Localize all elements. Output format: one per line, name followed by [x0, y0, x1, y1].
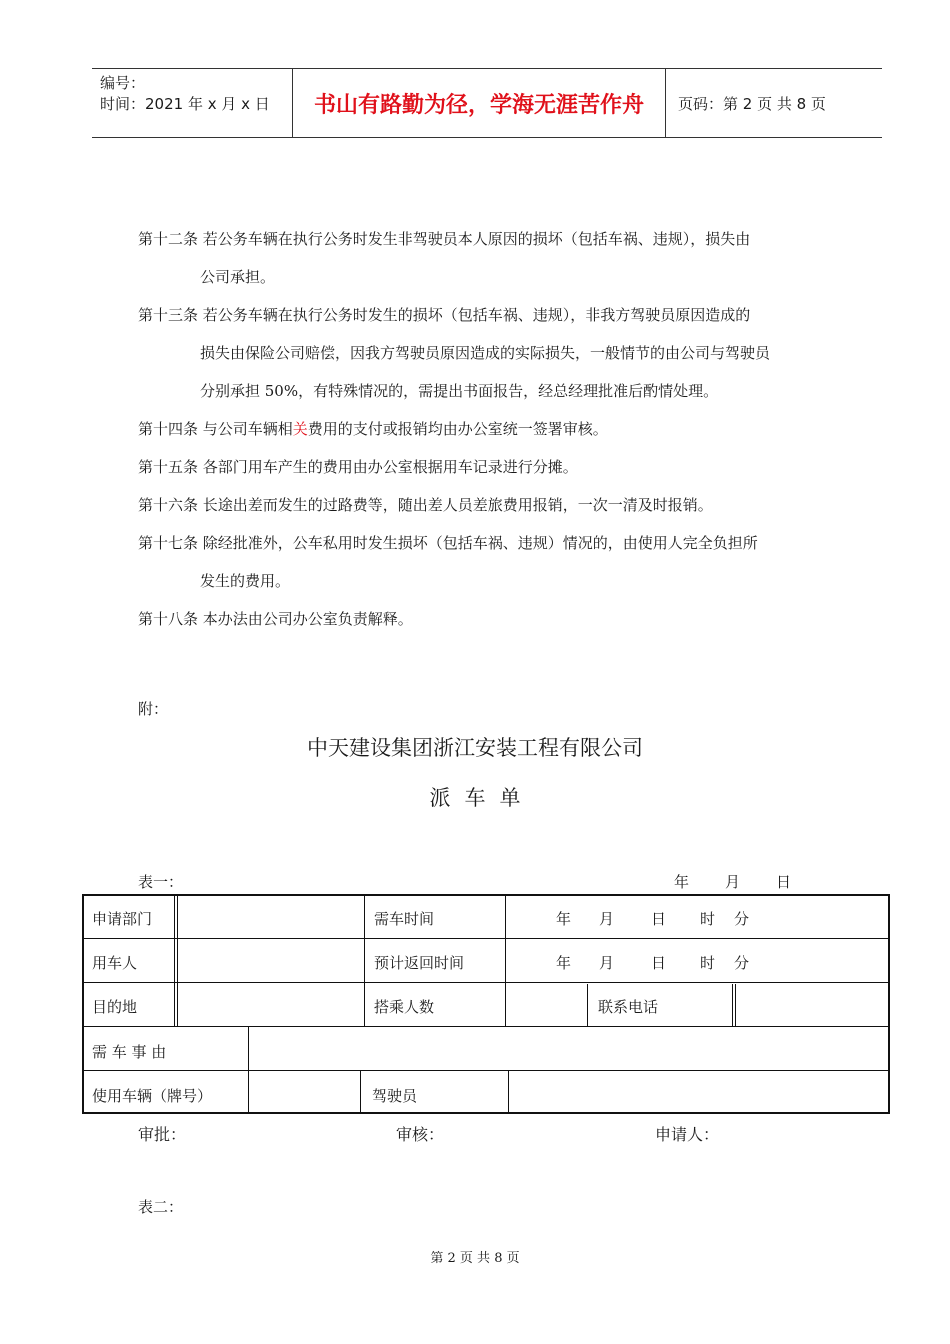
label-phone: 联系电话	[598, 998, 659, 1016]
article-text: 第十八条 本办法由公司办公室负责解释。	[138, 610, 413, 628]
need-time-input[interactable]	[506, 896, 888, 938]
dept-input[interactable]	[178, 896, 364, 938]
date-year: 年	[674, 873, 690, 891]
article-text: 第十四条 与公司车辆相	[138, 420, 293, 438]
header-motto: 书山有路勤为径，学海无涯苦作舟	[292, 69, 666, 137]
sign-applicant: 申请人：	[655, 1125, 720, 1144]
label-dept: 申请部门	[92, 910, 153, 928]
unit-minute: 分	[734, 910, 750, 928]
article-16	[138, 486, 838, 524]
destination-input[interactable]	[178, 983, 364, 1026]
col-divider	[174, 896, 175, 1026]
driver-input[interactable]	[509, 1071, 888, 1114]
unit-day: 日	[651, 954, 667, 972]
article-13	[138, 296, 838, 410]
label-reason: 需 车 事 由	[92, 1043, 167, 1061]
page-header	[92, 68, 882, 138]
col-divider	[364, 896, 365, 1026]
unit-day: 日	[651, 910, 667, 928]
header-meta	[100, 73, 270, 115]
article-text: 第十二条 若公务车辆在执行公务时发生非驾驶员本人原因的损坏（包括车祸、违规），损失由	[138, 230, 751, 248]
dispatch-form-table	[82, 894, 890, 1114]
label-driver: 驾驶员	[372, 1087, 418, 1105]
document-title: 派车单	[429, 786, 535, 810]
label-passengers: 搭乘人数	[374, 998, 435, 1016]
article-cont: 损失由保险公司赔偿，因我方驾驶员原因造成的实际损失，一般情节的由公司与驾驶员	[200, 344, 771, 362]
table1-date	[674, 871, 827, 892]
article-cont: 公司承担。	[200, 268, 276, 286]
unit-hour: 时	[700, 954, 716, 972]
col-divider	[360, 1070, 361, 1114]
unit-month: 月	[599, 954, 615, 972]
sign-approve: 审批：	[138, 1125, 187, 1144]
unit-hour: 时	[700, 910, 716, 928]
article-text: 第十五条 各部门用车产生的费用由办公室根据用车记录进行分摊。	[138, 458, 578, 476]
unit-year: 年	[556, 910, 572, 928]
passengers-input[interactable]	[506, 983, 587, 1026]
unit-month: 月	[599, 910, 615, 928]
label-user: 用车人	[92, 954, 138, 972]
article-15	[138, 448, 838, 486]
article-cont: 发生的费用。	[200, 572, 291, 590]
table2-label: 表二：	[138, 1198, 184, 1216]
article-12	[138, 220, 838, 296]
header-page: 页码：第 2 页 共 8 页	[678, 95, 826, 113]
article-18	[138, 600, 838, 638]
label-return-time: 预计返回时间	[374, 954, 465, 972]
table1-label: 表一：	[138, 873, 184, 891]
article-text: 第十七条 除经批准外，公车私用时发生损坏（包括车祸、违规）情况的，由使用人完全负担所	[138, 534, 758, 552]
label-need-time: 需车时间	[374, 910, 435, 928]
article-text: 费用的支付或报销均由办公室统一签署审核。	[307, 420, 608, 438]
date-day: 日	[776, 873, 792, 891]
label-destination: 目的地	[92, 998, 138, 1016]
article-cont: 分别承担 50%，有特殊情况的，需提出书面报告，经总经理批准后酌情处理。	[200, 382, 719, 400]
attachment-label: 附：	[138, 700, 169, 718]
phone-input[interactable]	[736, 983, 888, 1026]
date-month: 月	[725, 873, 741, 891]
articles-list	[138, 220, 838, 638]
return-time-input[interactable]	[506, 939, 888, 982]
sign-review: 审核：	[396, 1125, 445, 1144]
company-name: 中天建设集团浙江安装工程有限公司	[307, 736, 643, 760]
article-text: 第十三条 若公务车辆在执行公务时发生的损坏（包括车祸、违规），非我方驾驶员原因造成的	[138, 306, 751, 324]
label-vehicle: 使用车辆（牌号）	[92, 1087, 213, 1105]
article-17	[138, 524, 838, 600]
header-time: 时间：2021 年 x 月 x 日	[100, 95, 270, 113]
vehicle-input[interactable]	[249, 1071, 360, 1114]
article-text: 第十六条 长途出差而发生的过路费等，随出差人员差旅费用报销，一次一清及时报销。	[138, 496, 713, 514]
unit-year: 年	[556, 954, 572, 972]
article-highlight: 关	[292, 420, 308, 438]
col-divider	[587, 984, 588, 1026]
col-divider	[732, 984, 733, 1026]
reason-input[interactable]	[249, 1027, 888, 1070]
page-footer: 第 2 页 共 8 页	[430, 1251, 520, 1266]
header-number: 编号：	[100, 74, 146, 92]
unit-minute: 分	[734, 954, 750, 972]
article-14	[138, 410, 838, 448]
user-input[interactable]	[178, 939, 364, 982]
